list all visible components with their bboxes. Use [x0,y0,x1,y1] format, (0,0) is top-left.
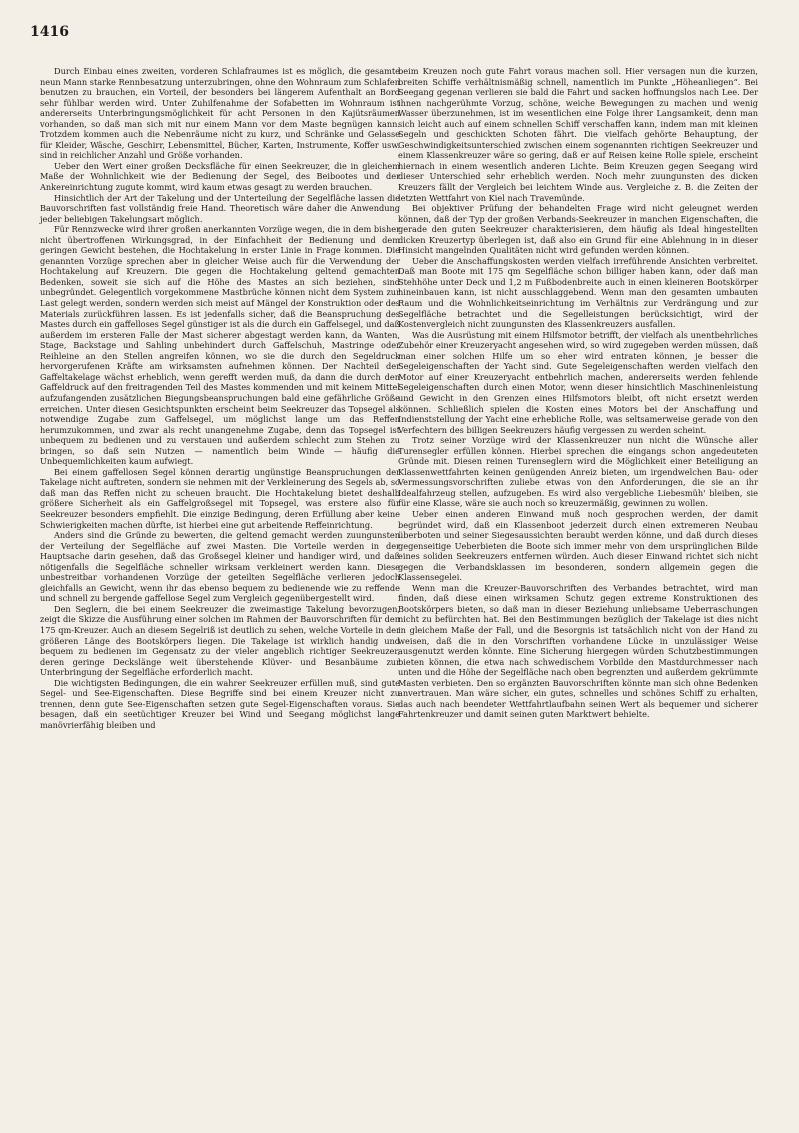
paragraph: Anders sind die Gründe zu bewerten, die geltend gemacht werden zuungunsten der Verteilung der Segelfläche auf zwei Masten. Die Vorteile werden in der Hauptsache darin gesehen, daß das Großsegel kleiner und handiger wird, und daß nötigenfalls die Segelfläche schneller wirksam verkleinert werden kann. Diese unbestreitbar vorhandenen Vorzüge der geteilten Segelfläche verlieren jedoch gleichfalls an Gewicht, wenn ihr das ebenso bequem zu bedienende wie zu reffende und schnell zu bergende gaffellose Segel zum Vergleich gegenübergestellt wird. [40,530,400,604]
paragraph: Wenn man die Kreuzer-Bauvorschriften des Verbandes betrachtet, wird man finden, daß diese einen wirksamen Schutz gegen extreme Konstruktionen des Bootskörpers bieten, so daß man in dieser Beziehung unliebsame Ueberraschungen nicht zu befürchten hat. Bei den Bestimmungen bezüglich der Takelage ist dies nicht in gleichem Maße der Fall, und die Besorgnis ist tatsächlich nicht von der Hand zu weisen, daß die in den Vorschriften vorhandene Lücke in unzulässiger Weise ausgenutzt werden könnte. Eine Sicherung hiergegen würden Schutzbestimmungen bieten können, die etwa nach schwedischem Vorbilde den Mastdurchmesser nach unten und die Höhe der Segelfläche nach oben begrenzten und außerdem gekrümmte Masten verbieten. Den so ergänzten Bauvorschriften könnte man sich ohne Bedenken anvertrauen. Man wäre sicher, ein gutes, schnelles und schönes Schiff zu erhalten, das auch nach beendeter Wettfahrtlaufbahn seinen Wert als bequemer und sicherer Fahrtenkreuzer und damit seinen guten Marktwert behielte. [398,582,758,720]
paragraph: Den Seglern, die bei einem Seekreuzer die zweimastige Takelung bevorzugen, zeigt die Skizze die Ausführung einer solchen im Rahmen der Bauvorschriften für den 175 qm-Kreuzer. Auch an diesem Segelriß ist deutlich zu sehen, welche Vorteile in der größeren Länge des Bootskörpers liegen. Die Takelage ist wirklich handig und bequem zu bedienen im Gegensatz zu der vieler angeblich richtiger Seekreuzer, deren geringe Deckslänge weit überstehende Klüver- und Besanbäume zur Unterbringung der Segelfläche erforderlich macht. [40,603,400,678]
left-column [40,66,400,730]
paragraph: Bei objektiver Prüfung der behandelten Frage wird nicht geleugnet werden können, daß der Typ der großen Verbands-Seekreuzer in manchen Eigenschaften, die gerade den guten Seekreuzer charakterisieren, dem häufig als Ideal hingestellten dicken Kreuzertyp überlegen ist, daß also ein Grund für eine Ablehnung in in dieser Hinsicht mangelnden Qualitäten nicht wird gefunden werden können. [398,203,758,256]
paragraph: Bei einem gaffellosen Segel können derartig ungünstige Beanspruchungen der Takelage nicht auftreten, sondern sie nehmen mit der Verkleinerung des Segels ab, so daß man das Reffen nicht zu scheuen braucht. Die Hochtakelung bietet deshalb größere Sicherheit als ein Gaffelgroßsegel mit Topsegel, was erstere also für Seekreuzer besonders empfiehlt. Die einzige Bedingung, deren Erfüllung aber keine Schwierigkeiten machen dürfte, ist hierbei eine gut arbeitende Reffeinrichtung. [40,466,400,530]
paragraph: beim Kreuzen noch gute Fahrt voraus machen soll. Hier versagen nun die kurzen, breiten Schiffe verhältnismäßig schnell, namentlich im Punkte „Höheanliegen“. Bei Seegang gegenan verlieren sie bald die Fahrt und sacken hoffnungslos nach Lee. Der ihnen nachgerühmte Vorzug, schöne, weiche Bewegungen zu machen und wenig Wasser überzunehmen, ist im wesentlichen eine Folge ihrer Langsamkeit, denn man sich leicht auch auf einem schnellen Schiff verschaffen kann, indem man mit kleinen Segeln und geschickten Schoten fährt. Die vielfach gehörte Behauptung, der Geschwindigkeitsunterschied zwischen einem sogenannten richtigen Seekreuzer und einem Klassenkreuzer wäre so gering, daß er auf Reisen keine Rolle spiele, erscheint hiernach in einem wesentlich anderen Lichte. Beim Kreuzen gegen Seegang wird dieser Unterschied sehr erheblich werden. Noch mehr zuungunsten des dicken Kreuzers fällt der Vergleich bei leichtem Winde aus. Vergleiche z. B. die Zeiten der letzten Wettfahrt von Kiel nach Travemünde. [398,66,758,203]
page-number: 1416 [30,24,69,40]
paragraph: Ueber einen anderen Einwand muß noch gesprochen werden, der damit begründet wird, daß ein Klassenboot jederzeit durch einen extremeren Neubau überboten und seiner Siegesaussichten beraubt werden könne, und daß durch dieses gegenseitige Ueberbieten die Boote sich immer mehr von dem ursprünglichen Bilde eines soliden Seekreuzers entfernen würden. Auch dieser Einwand richtet sich nicht gegen die Verbandsklassen im besonderen, sondern allgemein gegen die Klassensegelei. [398,508,758,583]
paragraph: Was die Ausrüstung mit einem Hilfsmotor betrifft, der vielfach als unentbehrliches Zubehör einer Kreuzeryacht angesehen wird, so wird zugegeben werden müssen, daß man einer solchen Hilfe um so eher wird entraten können, je besser die Segeleigenschaften der Yacht sind. Gute Segeleigenschaften werden vielfach den Motor auf einer Kreuzeryacht entbehrlich machen, andererseits werden fehlende Segeleigenschaften durch einen Motor, wenn dieser hinsichtlich Maschinenleistung und Gewicht in den Grenzen eines Hilfsmotors bleibt, oft nicht ersetzt werden können. Schließlich spielen die Kosten eines Motors bei der Anschaffung und Indienststellung der Yacht eine erhebliche Rolle, was seltsamerweise gerade von den Verfechtern des billigen Seekreuzers häufig vergessen zu werden scheint. [398,329,758,435]
right-column [398,66,758,720]
paragraph: Trotz seiner Vorzüge wird der Klassenkreuzer nun nicht die Wünsche aller Turensegler erfüllen können. Hierbei sprechen die eingangs schon angedeuteten Gründe mit. Diesen reinen Turenseglern wird die Möglichkeit einer Beteiligung an Klassenwettfahrten keinen genügenden Anreiz bieten, um irgendwelchen Bau- oder Vermessungsvorschriften zuliebe etwas von den Anforderungen, die sie an ihr Idealfahrzeug stellen, aufzugeben. Es wird also vergebliche Liebesmüh' bleiben, sie für eine Klasse, wäre sie auch noch so kreuzermäßig, gewinnen zu wollen. [398,435,758,509]
paragraph: Die wichtigsten Bedingungen, die ein wahrer Seekreuzer erfüllen muß, sind gute Segel- und See-Eigenschaften. Diese Begriffe sind bei einem Kreuzer nicht zu trennen, denn gute See-Eigenschaften setzen gute Segel-Eigenschaften voraus. Sie besagen, daß ein seetüchtiger Kreuzer bei Wind und Seegang möglichst lange manövrierfähig bleiben und [40,677,400,730]
paragraph: Ueber den Wert einer großen Decksfläche für einen Seekreuzer, die in gleichem Maße der Wohnlichkeit wie der Bedienung der Segel, des Beibootes und der Ankereinrichtung zugute kommt, wird kaum etwas gesagt zu werden brauchen. [40,160,400,193]
paragraph: Hinsichtlich der Art der Takelung und der Unterteilung der Segelfläche lassen die Bauvorschriften fast vollständig freie Hand. Theoretisch wäre daher die Anwendung jeder beliebigen Takelungsart möglich. [40,192,400,224]
paragraph: Ueber die Anschaffungskosten werden vielfach irreführende Ansichten verbreitet. Daß man Boote mit 175 qm Segelfläche schon billiger haben kann, oder daß man Stehhöhe unter Deck und 1,2 m Fußbodenbreite auch in einen kleineren Bootskörper hineinbauen kann, ist nicht ausschlaggebend. Wenn man den gesamten umbauten Raum und die Wohnlichkeitseinrichtung im Verhältnis zur Verdrängung und zur Segelfläche betrachtet und die Segelleistungen berücksichtigt, wird der Kostenvergleich nicht zuungunsten des Klassenkreuzers ausfallen. [398,255,758,330]
paragraph: Durch Einbau eines zweiten, vorderen Schlafraumes ist es möglich, die gesamte neun Mann starke Rennbesatzung unterzubringen, ohne den Wohnraum zum Schlafen benutzen zu brauchen, ein Vorteil, der besonders bei längerem Aufenthalt an Bord sehr fühlbar werden wird. Unter Zuhilfenahme der Sofabetten im Wohnraum ist andererseits Unterbringungsmöglichkeit für acht Personen in den Kajütsräumen vorhanden, so daß man sich mit nur einem Mann vor dem Maste begnügen kann. Trotzdem kommen auch die Nebenräume nicht zu kurz, und Schränke und Gelasse für Kleider, Wäsche, Geschirr, Lebensmittel, Bücher, Karten, Instrumente, Koffer usw. sind in reichlicher Anzahl und Größe vorhanden. [40,66,400,161]
paragraph: Für Rennzwecke wird ihrer großen anerkannten Vorzüge wegen, die in dem bisher nicht übertroffenen Wirkungsgrad, in der Einfachheit der Bedienung und dem geringen Gewicht bestehen, die Hochtakelung in erster Linie in Frage kommen. Die genannten Vorzüge sprechen aber in gleicher Weise auch für die Verwendung der Hochtakelung auf Kreuzern. Die gegen die Hochtakelung geltend gemachten Bedenken, soweit sie sich auf die Höhe des Mastes an sich beziehen, sind unbegründet. Gelegentlich vorgekommene Mastbrüche können nicht dem System zur Last gelegt werden, sondern werden sich meist auf Mängel der Konstruktion oder des Materials zurückführen lassen. Es ist jedenfalls sicher, daß die Beanspruchung des Mastes durch ein gaffelloses Segel günstiger ist als die durch ein Gaffelsegel, und daß außerdem im ersteren Falle der Mast sicherer abgestagt werden kann, da Wanten, Stage, Backstage und Sahling unbehindert durch Gaffelschuh, Mastringe oder Reihleine an den Stellen angreifen können, wo sie die durch den Segeldruck hervorgerufenen Kräfte am wirksamsten aufnehmen können. Der Nachteil der Gaffeltakelage wächst erheblich, wenn gerefft werden muß, da dann die durch den Gaffeldruck auf den freitragenden Teil des Mastes kommenden und mit keinem Mittel aufzufangenden zusätzlichen Biegungsbeanspruchungen bald eine gefährliche Größe erreichen. Unter diesen Gesichtspunkten erscheint beim Seekreuzer das Topsegel als notwendige Zugabe zum Gaffelsegel, um möglichst lange um das Reffen herumzukommen, und zwar als recht unangenehme Zugabe, denn das Topsegel ist unbequem zu bedienen und zu verstauen und außerdem schlecht zum Stehen zu bringen, so daß sein Nutzen — namentlich beim Winde — häufig die Unbequemlichkeiten kaum aufwiegt. [40,224,400,467]
